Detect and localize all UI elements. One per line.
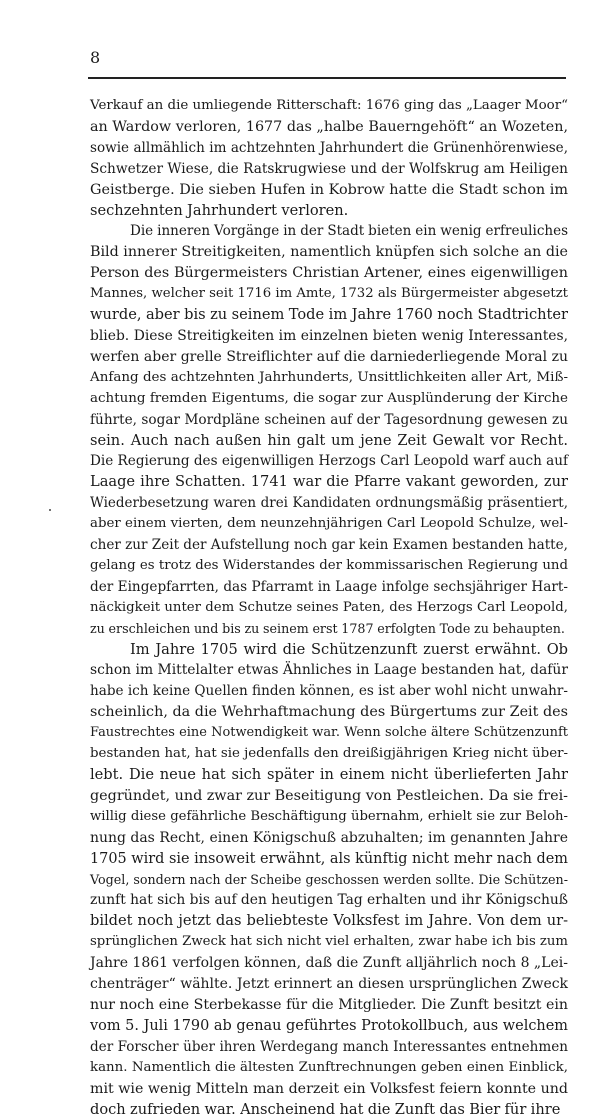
- text-line: Die inneren Vorgänge in der Stadt bieten ein wenig erfreuliches: [90, 221, 568, 242]
- text-line: doch zufrieden war. Anscheinend hat die Zunft das Bier für ihre: [90, 1100, 568, 1120]
- text-line: cher zur Zeit der Aufstellung noch gar kein Examen bestanden hatte,: [90, 535, 568, 556]
- paragraph: [90, 221, 568, 639]
- text-line: bestanden hat, hat sie jedenfalls den dreißigjährigen Krieg nicht über-: [90, 744, 568, 765]
- text-line: Vogel, sondern nach der Scheibe geschossen werden sollte. Die Schützen-: [90, 870, 568, 891]
- paragraph: [90, 96, 568, 221]
- text-line: zu erschleichen und bis zu seinem erst 1787 erfolgten Tode zu behaupten.: [90, 619, 568, 640]
- text-line: Jahre 1861 verfolgen können, daß die Zunft alljährlich noch 8 „Lei-: [90, 953, 568, 974]
- scan-speck: [49, 509, 51, 511]
- text-line: Faustrechtes eine Notwendigkeit war. Wenn solche ältere Schützenzunft: [90, 723, 568, 744]
- text-line: achtung fremden Eigentums, die sogar zur Ausplünderung der Kirche: [90, 389, 568, 410]
- text-line: der Forscher über ihren Werdegang manch Interessantes entnehmen: [90, 1037, 568, 1058]
- text-line: nung das Recht, einen Königschuß abzuhalten; im genannten Jahre: [90, 828, 568, 849]
- body-text: [90, 96, 568, 1120]
- text-line: Geistberge. Die sieben Hufen in Kobrow hatte die Stadt schon im: [90, 180, 568, 201]
- text-line: sowie allmählich im achtzehnten Jahrhundert die Grünenhörenwiese,: [90, 138, 568, 159]
- text-line: schon im Mittelalter etwas Ähnliches in Laage bestanden hat, dafür: [90, 660, 568, 681]
- text-line: Schwetzer Wiese, die Ratskrugwiese und der Wolfskrug am Heiligen: [90, 159, 568, 180]
- text-line: chenträger“ wählte. Jetzt erinnert an diesen ursprünglichen Zweck: [90, 974, 568, 995]
- text-line: Die Regierung des eigenwilligen Herzogs Carl Leopold warf auch auf: [90, 451, 568, 472]
- text-line: gegründet, und zwar zur Beseitigung von Pestleichen. Da sie frei-: [90, 786, 568, 807]
- text-line: sechzehnten Jahrhundert verloren.: [90, 201, 568, 222]
- text-line: kann. Namentlich die ältesten Zunftrechnungen geben einen Einblick,: [90, 1058, 568, 1079]
- text-line: zunft hat sich bis auf den heutigen Tag erhalten und ihr Königschuß: [90, 890, 568, 911]
- text-line: blieb. Diese Streitigkeiten im einzelnen bieten wenig Interessantes,: [90, 326, 568, 347]
- page-number: 8: [90, 48, 100, 68]
- text-line: nur noch eine Sterbekasse für die Mitglieder. Die Zunft besitzt ein: [90, 995, 568, 1016]
- text-line: näckigkeit unter dem Schutze seines Paten, des Herzogs Carl Leopold,: [90, 598, 568, 619]
- text-line: Mannes, welcher seit 1716 im Amte, 1732 als Bürgermeister abgesetzt: [90, 284, 568, 305]
- text-line: Im Jahre 1705 wird die Schützenzunft zuerst erwähnt. Ob: [90, 640, 568, 661]
- text-line: Laage ihre Schatten. 1741 war die Pfarre vakant geworden, zur: [90, 472, 568, 493]
- text-line: der Eingepfarrten, das Pfarramt in Laage infolge sechsjähriger Hart-: [90, 577, 568, 598]
- text-line: werfen aber grelle Streiflichter auf die darniederliegende Moral zu: [90, 347, 568, 368]
- header-rule: [88, 77, 566, 79]
- text-line: sein. Auch nach außen hin galt um jene Zeit Gewalt vor Recht.: [90, 431, 568, 452]
- text-line: Verkauf an die umliegende Ritterschaft: 1676 ging das „Laager Moor“: [90, 96, 568, 117]
- text-line: 1705 wird sie insoweit erwähnt, als künftig nicht mehr nach dem: [90, 849, 568, 870]
- text-line: führte, sogar Mordpläne scheinen auf der Tagesordnung gewesen zu: [90, 410, 568, 431]
- text-line: gelang es trotz des Widerstandes der kommissarischen Regierung und: [90, 556, 568, 577]
- paragraph: [90, 640, 568, 1120]
- text-line: Wiederbesetzung waren drei Kandidaten ordnungsmäßig präsentiert,: [90, 493, 568, 514]
- text-line: vom 5. Juli 1790 ab genau geführtes Protokollbuch, aus welchem: [90, 1016, 568, 1037]
- text-line: aber einem vierten, dem neunzehnjährigen Carl Leopold Schulze, wel-: [90, 514, 568, 535]
- text-line: lebt. Die neue hat sich später in einem nicht überlieferten Jahr: [90, 765, 568, 786]
- text-line: wurde, aber bis zu seinem Tode im Jahre 1760 noch Stadtrichter: [90, 305, 568, 326]
- text-line: bildet noch jetzt das beliebteste Volksfest im Jahre. Von dem ur-: [90, 911, 568, 932]
- text-line: mit wie wenig Mitteln man derzeit ein Volksfest feiern konnte und: [90, 1079, 568, 1100]
- text-line: Bild innerer Streitigkeiten, namentlich knüpfen sich solche an die: [90, 242, 568, 263]
- text-line: an Wardow verloren, 1677 das „halbe Bauerngehöft“ an Wozeten,: [90, 117, 568, 138]
- text-line: scheinlich, da die Wehrhaftmachung des Bürgertums zur Zeit des: [90, 702, 568, 723]
- text-line: sprünglichen Zweck hat sich nicht viel erhalten, zwar habe ich bis zum: [90, 932, 568, 953]
- text-line: habe ich keine Quellen finden können, es ist aber wohl nicht unwahr-: [90, 681, 568, 702]
- text-line: Anfang des achtzehnten Jahrhunderts, Unsittlichkeiten aller Art, Miß-: [90, 368, 568, 389]
- text-line: willig diese gefährliche Beschäftigung übernahm, erhielt sie zur Beloh-: [90, 807, 568, 828]
- text-line: Person des Bürgermeisters Christian Artener, eines eigenwilligen: [90, 263, 568, 284]
